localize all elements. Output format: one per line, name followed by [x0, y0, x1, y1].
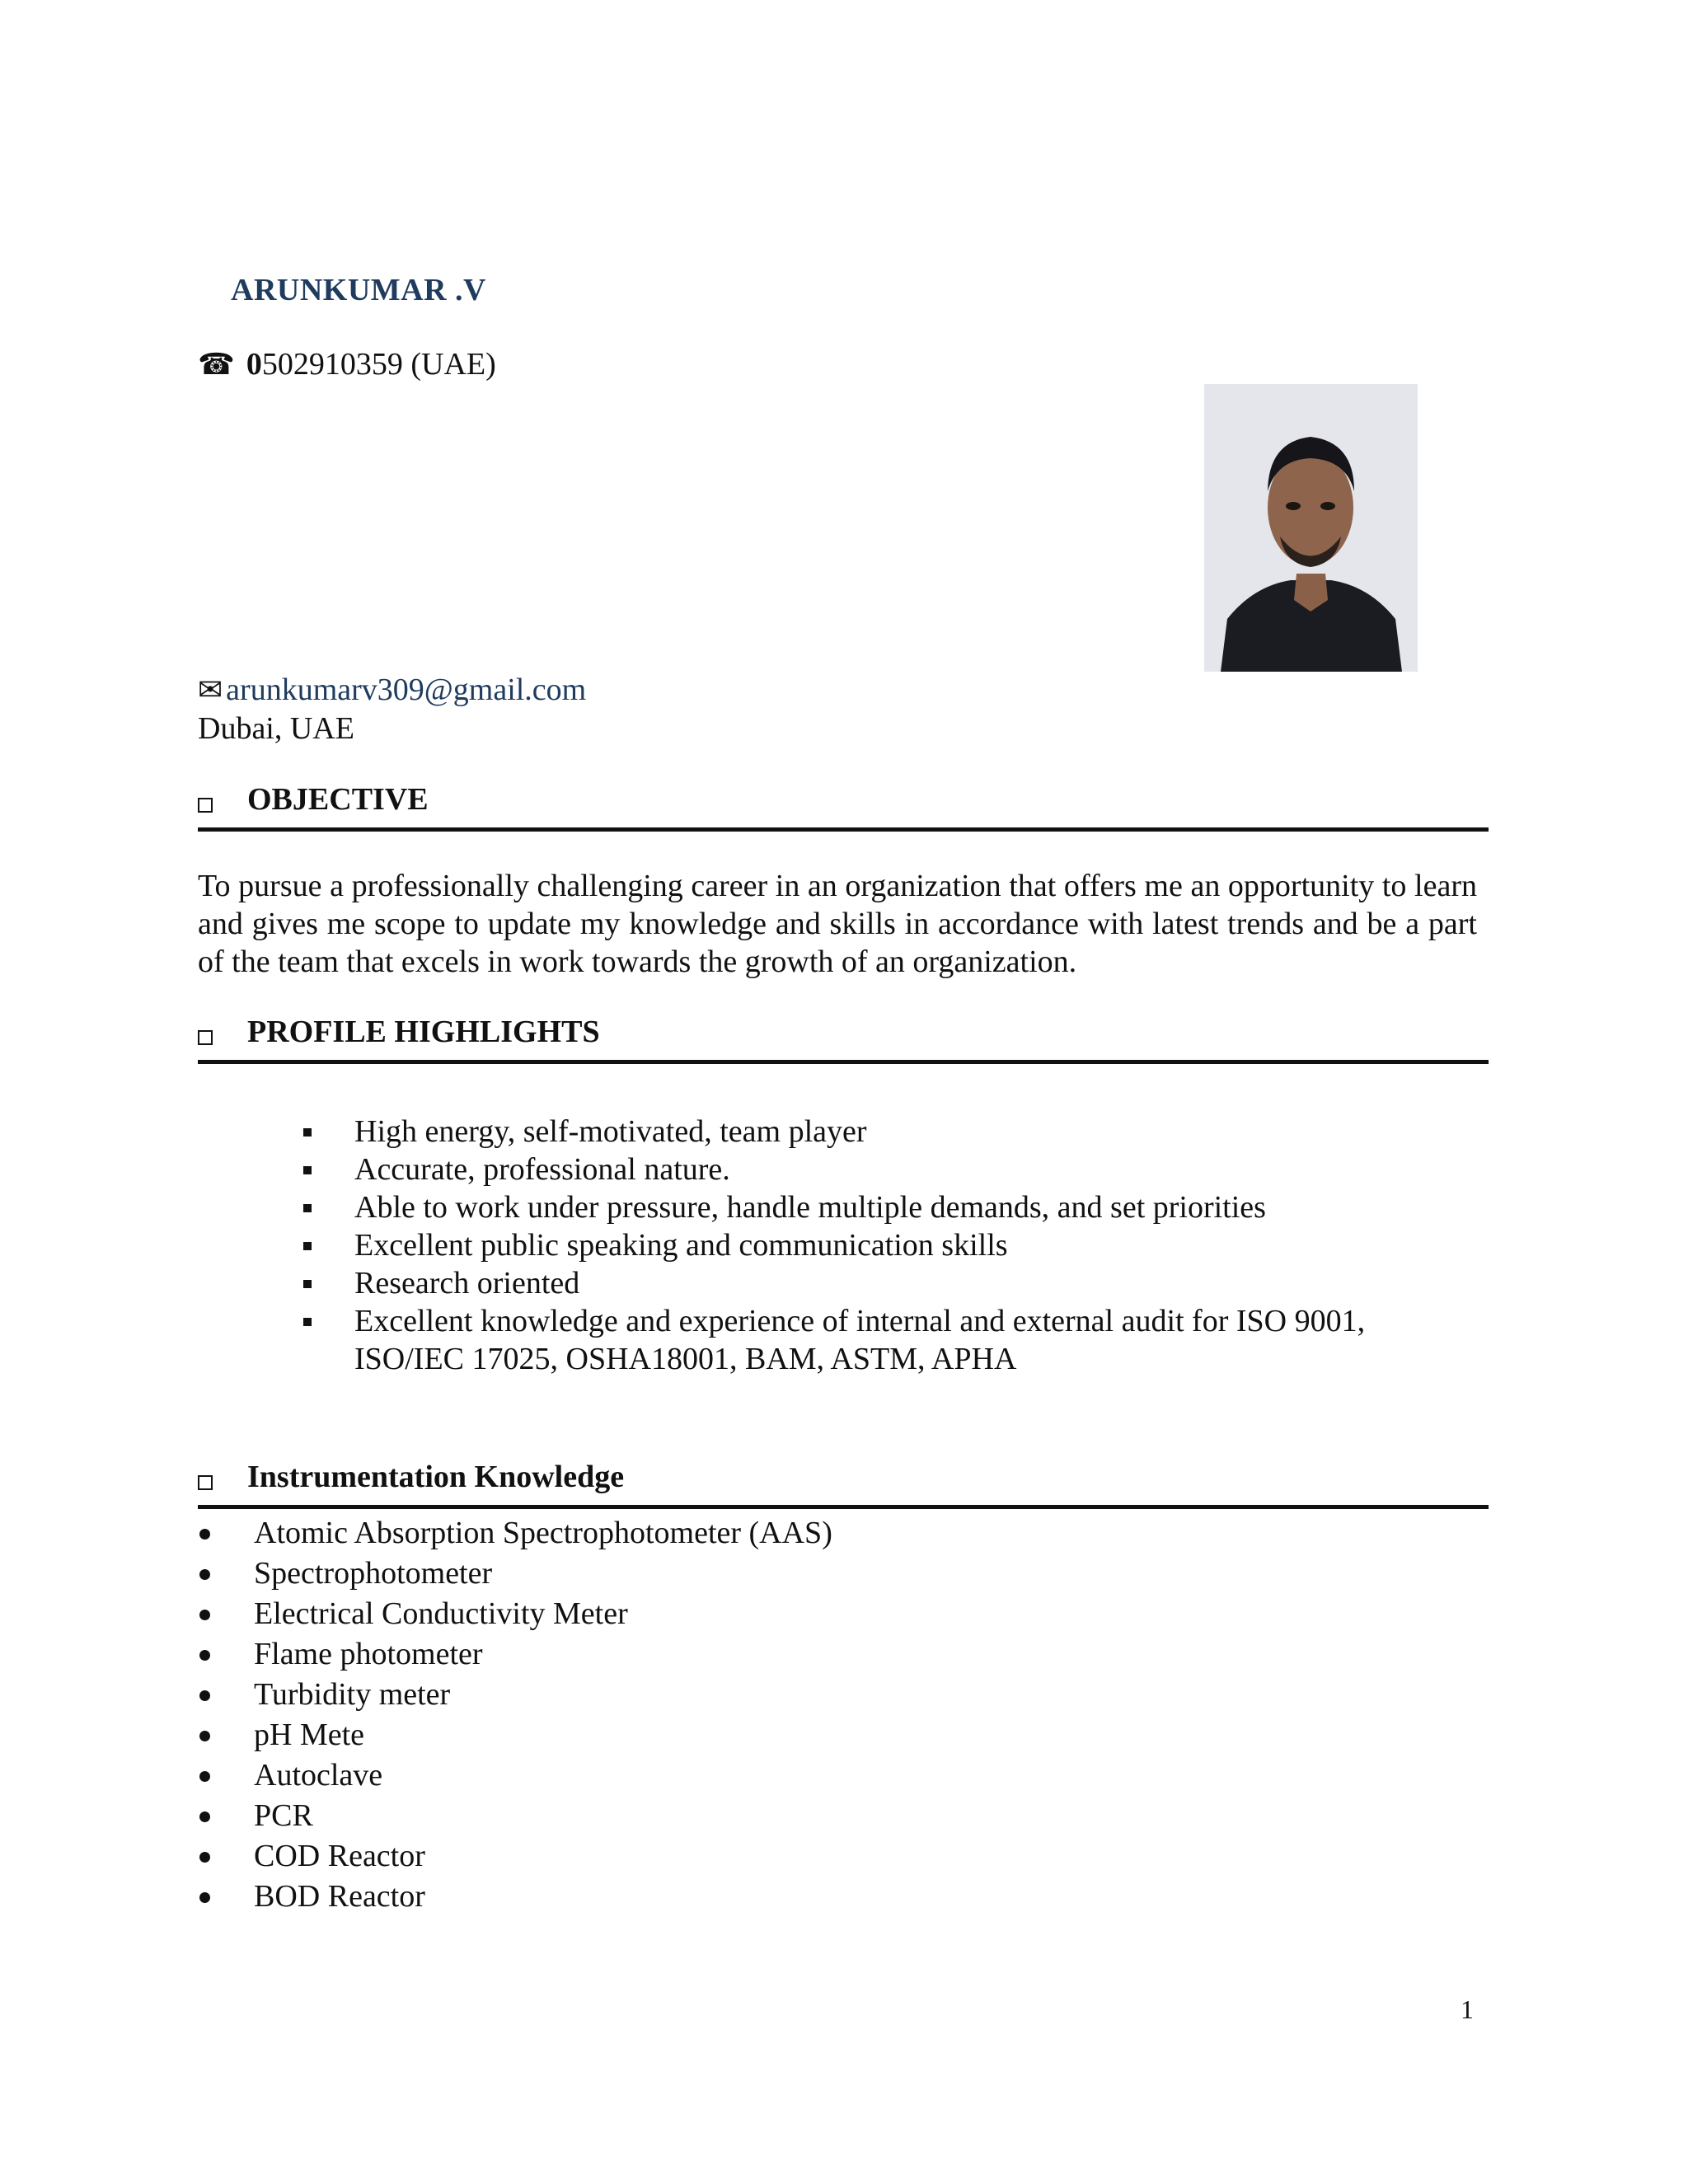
list-item: Atomic Absorption Spectrophotometer (AAS) — [198, 1513, 832, 1554]
location: Dubai, UAE — [198, 711, 354, 746]
list-item: COD Reactor — [198, 1836, 832, 1877]
round-bullet-icon — [199, 1731, 210, 1741]
objective-heading — [198, 781, 1489, 832]
list-item: Electrical Conductivity Meter — [198, 1594, 832, 1634]
list-item: Turbidity meter — [198, 1675, 832, 1715]
email-link[interactable]: arunkumarv309@gmail.com — [226, 673, 587, 707]
profile-highlights-title: PROFILE HIGHLIGHTS — [247, 1015, 600, 1049]
list-item: Research oriented — [303, 1264, 1457, 1302]
round-bullet-icon — [199, 1892, 210, 1903]
square-bullet-icon — [303, 1318, 312, 1326]
round-bullet-icon — [199, 1569, 210, 1580]
round-bullet-icon — [199, 1650, 210, 1661]
list-item: BOD Reactor — [198, 1877, 832, 1917]
checkbox-bullet-icon — [198, 798, 213, 813]
telephone-icon: ☎ — [198, 348, 235, 381]
list-item: Spectrophotometer — [198, 1554, 832, 1594]
email-line — [198, 672, 586, 708]
profile-highlights-list — [303, 1113, 1457, 1378]
instrumentation-list — [198, 1513, 832, 1917]
round-bullet-icon — [199, 1529, 210, 1540]
instrumentation-heading — [198, 1459, 1489, 1509]
list-item: High energy, self-motivated, team player — [303, 1113, 1457, 1151]
candidate-name: ARUNKUMAR .V — [231, 273, 486, 307]
objective-text: To pursue a professionally challenging career in an organization that offers me an opportunity to learn and gives me scope to update my knowledge and skills in accordance with latest trends and be a part of the team that excels in work towards the growth of an organization. — [198, 869, 1477, 979]
list-item: Excellent knowledge and experience of internal and external audit for ISO 9001, ISO/IEC 17025, OSHA18001, BAM, ASTM, APHA — [303, 1302, 1457, 1378]
checkbox-bullet-icon — [198, 1475, 213, 1490]
list-item: Able to work under pressure, handle multiple demands, and set priorities — [303, 1188, 1457, 1226]
square-bullet-icon — [303, 1242, 312, 1250]
checkbox-bullet-icon — [198, 1030, 213, 1045]
square-bullet-icon — [303, 1128, 312, 1137]
square-bullet-icon — [303, 1166, 312, 1174]
round-bullet-icon — [199, 1852, 210, 1863]
list-item: Flame photometer — [198, 1634, 832, 1675]
profile-photo — [1204, 384, 1418, 672]
round-bullet-icon — [199, 1811, 210, 1822]
list-item: PCR — [198, 1796, 832, 1836]
page-number: 1 — [1461, 1994, 1474, 2024]
round-bullet-icon — [199, 1610, 210, 1620]
envelope-icon: ✉ — [198, 673, 223, 706]
square-bullet-icon — [303, 1204, 312, 1212]
round-bullet-icon — [199, 1690, 210, 1701]
round-bullet-icon — [199, 1771, 210, 1782]
profile-highlights-heading — [198, 1014, 1489, 1064]
profile-photo-portrait — [1204, 384, 1418, 672]
list-item: Excellent public speaking and communication skills — [303, 1226, 1457, 1264]
instrumentation-title: Instrumentation Knowledge — [247, 1460, 625, 1494]
square-bullet-icon — [303, 1280, 312, 1288]
objective-title: OBJECTIVE — [247, 782, 429, 817]
phone-line — [198, 346, 496, 382]
phone-number: 0502910359 (UAE) — [246, 347, 496, 382]
list-item: Autoclave — [198, 1755, 832, 1796]
list-item: pH Mete — [198, 1715, 832, 1755]
list-item: Accurate, professional nature. — [303, 1151, 1457, 1188]
